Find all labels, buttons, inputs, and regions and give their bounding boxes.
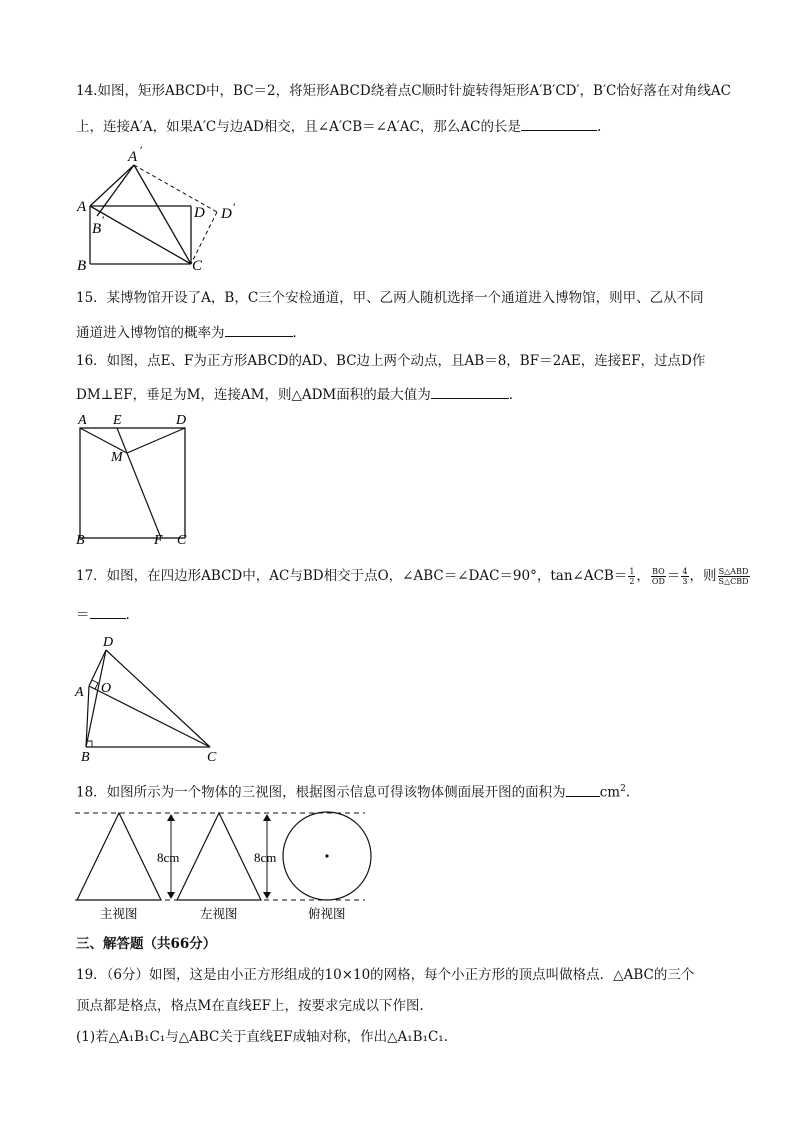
q17-edge-DC — [106, 650, 210, 747]
q14-figure — [70, 140, 270, 276]
q17-line2 — [76, 604, 726, 624]
q16-label-F: F — [154, 533, 163, 548]
q17-label-D: D — [103, 635, 114, 650]
q16-label-A: A — [78, 413, 87, 428]
q14-label-Ap: A — [128, 149, 138, 165]
q15-end: ． — [292, 325, 306, 341]
q17-frac2-den: OD — [651, 577, 665, 586]
q16-line1: 16．如图，点E、F为正方形ABCD的AD、BC边上两个动点，且AB＝8，BF＝2AE，连接EF，过点D作 — [76, 353, 706, 369]
q15-answer-blank — [225, 322, 293, 337]
q18-end: . — [625, 784, 631, 801]
q17-diagonal-BD — [86, 650, 106, 747]
q16-line2 — [76, 384, 726, 404]
q16-square — [80, 428, 185, 538]
q17-frac-area — [718, 567, 750, 586]
q18-unit-exp: 2 — [620, 784, 626, 794]
q17-frac3-num: 4 — [682, 567, 688, 576]
q16-segment-EF — [117, 428, 161, 538]
q17-frac4-den: S△CBD — [718, 577, 749, 586]
q14-label-Bp: B — [92, 221, 102, 237]
q18-line — [76, 780, 726, 802]
q18-dim-arrowhead-1a — [167, 814, 175, 821]
q14-label-Ap-mark: ′ — [140, 143, 143, 157]
q14-label-Dp: D — [221, 206, 232, 222]
q18-dim-2: 8cm — [254, 850, 277, 865]
q14-label-Bp-mark: ′ — [102, 213, 105, 227]
q16-line2-text: DM⊥EF，垂足为M，连接AM，则△ADM面积的最大值为 — [76, 387, 431, 403]
q18-left-view — [177, 813, 261, 900]
q16-end: ． — [508, 387, 523, 403]
q14-line1: 14.如图，矩形ABCD中，BC＝2，将矩形ABCD绕着点C顺时针旋转得矩形A′B′CD′，B′C恰好落在对角线AC — [76, 83, 731, 99]
q18-dim-arrowhead-1b — [167, 892, 175, 899]
q19-line3: (1)若△A₁B₁C₁与△ABC关于直线EF成轴对称，作出△A₁B₁C₁. — [76, 1029, 449, 1045]
q14-line2 — [76, 116, 726, 136]
q17-frac1-num: 1 — [629, 567, 635, 576]
q14-label-B: B — [77, 258, 87, 274]
q18-dim-1: 8cm — [157, 850, 180, 865]
q15-line2 — [76, 322, 726, 342]
q14-label-D: D — [194, 205, 205, 221]
q15-line2-text: 通道进入博物馆的概率为 — [76, 325, 225, 341]
q17-frac-ratio — [681, 567, 688, 586]
q16-segment-DM — [127, 428, 185, 453]
q16-answer-blank — [431, 384, 509, 399]
q17-frac1-den: 2 — [629, 577, 635, 586]
q17-label-O: O — [101, 681, 112, 696]
q17-then: ，则 — [689, 568, 717, 584]
q17-frac4-num: S△ABD — [718, 567, 749, 576]
q18-caption-front: 主视图 — [100, 907, 138, 921]
q14-segment-AA — [90, 165, 134, 206]
q18-answer-blank — [566, 782, 600, 797]
q19-line1: 19．（6分）如图，这是由小正方形组成的10×10的网格，每个小正方形的顶点叫做格点．△ABC的三个 — [76, 967, 695, 983]
q18-caption-top: 俯视图 — [308, 907, 346, 921]
q16-figure — [70, 408, 200, 550]
q17-frac2-num: BO — [652, 567, 665, 576]
q18-figure — [70, 806, 380, 922]
q16-label-B: B — [76, 533, 85, 548]
q14-label-A: A — [77, 199, 87, 215]
q17-eq: ＝ — [666, 568, 681, 584]
q19-line2: 顶点都是格点，格点M在直线EF上，按要求完成以下作图. — [76, 998, 424, 1014]
q18-text: 18．如图所示为一个物体的三视图，根据图示信息可得该物体侧面展开图的面积为 — [76, 784, 566, 801]
q16-label-E: E — [113, 413, 122, 428]
q17-sep: ， — [636, 568, 650, 584]
q14-line2-text: 上，连接A′A，如果A′C与边AD相交，且∠A′CB＝∠A′AC，那么AC的长是 — [76, 119, 521, 135]
q17-line1 — [76, 567, 749, 586]
q16-label-M: M — [111, 450, 123, 465]
q16-label-C: C — [177, 533, 187, 548]
q14-label-Dp-mark: ′ — [233, 200, 236, 214]
q14-end: . — [596, 119, 602, 135]
q17-prefix: 17．如图，在四边形ABCD中，AC与BD相交于点O，∠ABC＝∠DAC＝90°，tan∠ACB＝ — [76, 568, 628, 584]
q17-frac-tan — [628, 567, 635, 586]
q14-segment-ApBp — [97, 165, 134, 216]
q18-top-view-center — [325, 854, 328, 857]
q14-label-C: C — [192, 258, 203, 274]
q17-line2-prefix: ＝ — [76, 607, 90, 623]
q17-label-A: A — [75, 685, 84, 700]
q14-diagonal-AC — [90, 206, 191, 264]
q18-caption-left: 左视图 — [200, 907, 238, 921]
q17-label-C: C — [207, 750, 217, 765]
q17-end: . — [125, 607, 130, 623]
q18-front-view — [77, 813, 161, 900]
q14-segment-ApC — [134, 165, 191, 264]
q18-unit: cm — [599, 784, 621, 801]
q17-answer-blank — [90, 604, 126, 619]
q17-frac3-den: 3 — [682, 577, 688, 586]
q16-label-D: D — [176, 413, 187, 428]
q18-dim-arrowhead-2a — [263, 814, 271, 821]
q14-answer-blank — [521, 116, 597, 131]
q15-line1: 15．某博物馆开设了A，B，C三个安检通道，甲、乙两人随机选择一个通道进入博物馆，则甲、乙从不同 — [76, 290, 704, 306]
section-3-title: 三、解答题（共66分） — [76, 936, 217, 952]
q17-figure — [70, 628, 230, 768]
q18-dim-arrowhead-2b — [263, 892, 271, 899]
q17-frac-bo-od — [651, 567, 666, 586]
q17-label-B: B — [81, 750, 90, 765]
